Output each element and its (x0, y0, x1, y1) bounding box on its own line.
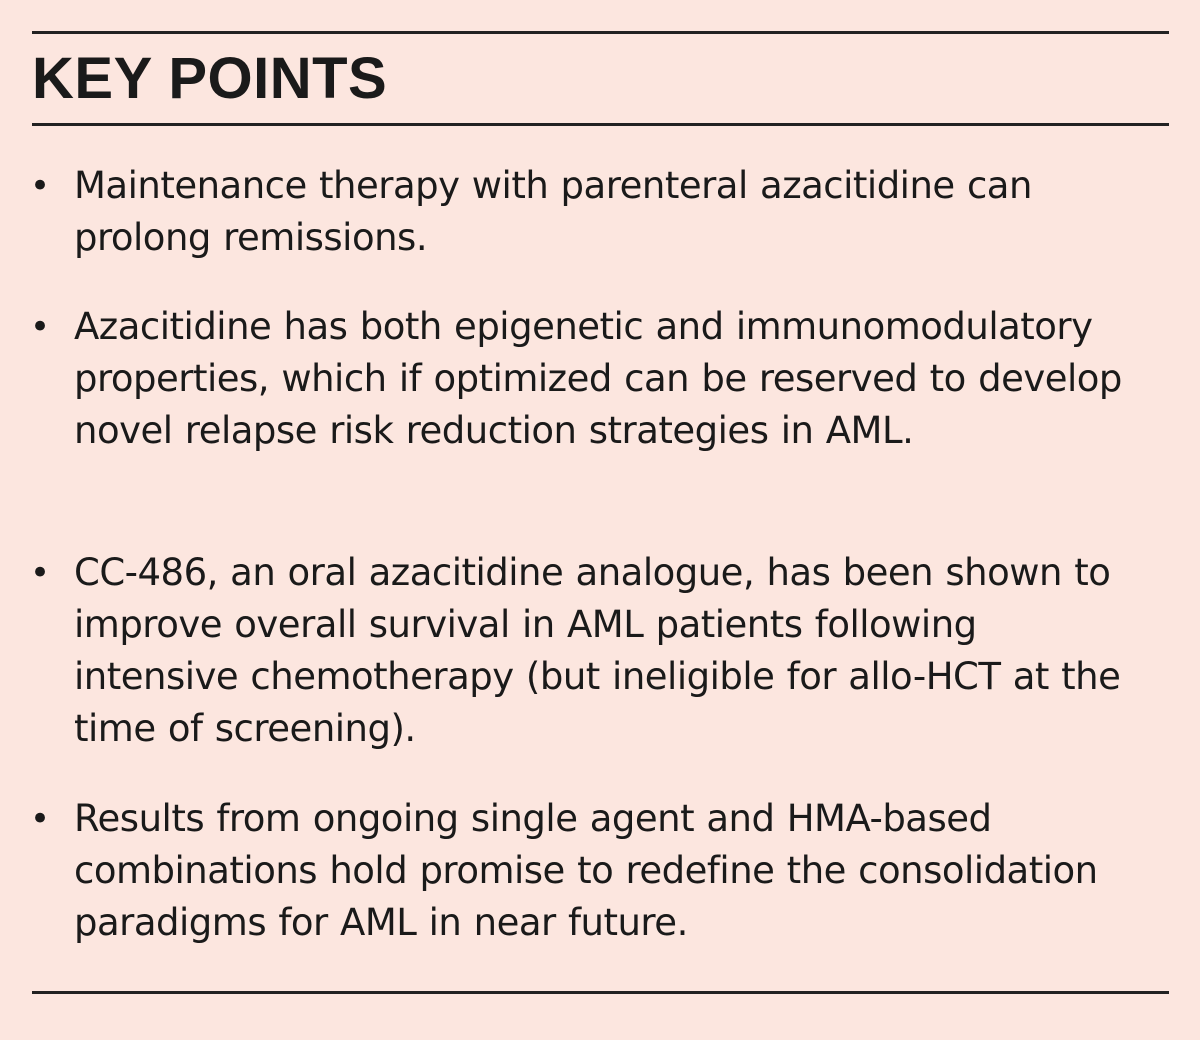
bullet-icon: • (30, 799, 51, 839)
bullet-icon: • (30, 553, 51, 593)
bottom-rule (32, 991, 1169, 994)
key-point-text: Maintenance therapy with parenteral azacitidine can prolong remissions. (74, 164, 1032, 259)
key-point-item (30, 547, 1150, 755)
key-point-item (30, 160, 1150, 264)
top-rule (32, 31, 1169, 34)
bullet-icon: • (30, 166, 51, 206)
bullet-icon: • (30, 307, 51, 347)
title-rule (32, 123, 1169, 126)
key-point-text: Azacitidine has both epigenetic and immunomodulatory properties, which if optimized can be reserved to develop novel relapse risk reduction strategies in AML. (74, 305, 1122, 452)
box-title: KEY POINTS (32, 46, 388, 111)
key-point-item (30, 301, 1150, 457)
key-point-text: Results from ongoing single agent and HMA-based combinations hold promise to redefine the consolidation paradigms for AML in near future. (74, 797, 1098, 944)
key-point-item (30, 793, 1150, 949)
key-point-text: CC-486, an oral azacitidine analogue, has been shown to improve overall survival in AML patients following intensive chemotherapy (but ineligible for allo-HCT at the time of screening). (74, 551, 1121, 750)
